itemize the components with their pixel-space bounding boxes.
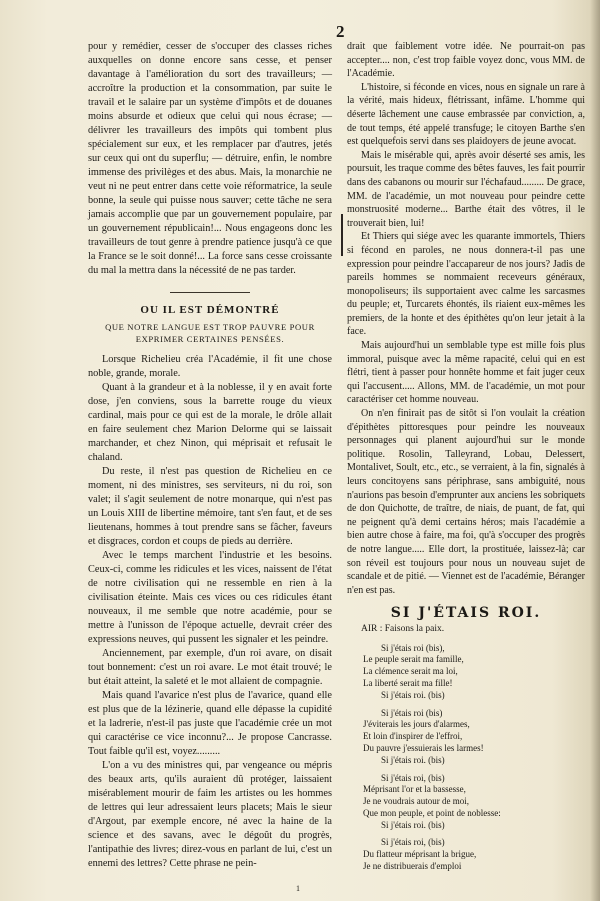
section-subtitle: QUE NOTRE LANGUE EST TROP PAUVRE POUR EXPRIMER CERTAINES PENSÉES. (105, 322, 315, 344)
page-edge (590, 0, 600, 901)
paragraph: Anciennement, par exemple, d'un roi avare, on disait tout bonnement: c'est un roi avare. Le mot était trouvé; le but était atteint, la saleté et le mot allaient de compagnie. (88, 648, 332, 687)
verse-line: Si j'étais roi. (bis) (381, 819, 445, 830)
song-stanza (347, 643, 585, 702)
verse-line: Si j'étais roi (bis), (381, 642, 445, 653)
paragraph: L'on a vu des ministres qui, par vengeance ou mépris des beaux arts, qu'ils auraient dû protéger, laissaient misérablement mourir de faim les artistes ou les hommes de lettres qui leur adressaient leurs placets; Mais le sieur d'Argout, par exemple encore, né avec la haine de la science et des savans, avec le dégoût du progrès, l'antipathie des livres; direz-vous en parlant de lui, c'est un ennemi des lettres? Cette phrase ne pein- (88, 760, 332, 869)
verse-line: Je ne distribuerais d'emploi (363, 861, 462, 872)
verse-line: La liberté serait ma fille! (363, 677, 453, 688)
paragraph: Lorsque Richelieu créa l'Académie, il fit une chose noble, grande, morale. (88, 354, 332, 379)
paragraph: Avec le temps marchent l'industrie et les besoins. Ceux-ci, comme les ridicules et les vices, naissent de l'état de notre civilisation qui ne ressemble en rien à la civilisation éteinte. Mais ces vices ou ces ridicules étant nouveaux, il me semble que notre académie, pour se mettre à l'unisson de l'époque actuelle, devrait créer des expressions neuves, qui pussent les signaler et les peindre. (88, 550, 332, 645)
verse-line: La clémence serait ma loi, (363, 666, 458, 677)
verse-line: Si j'étais roi, (bis) (381, 837, 445, 848)
paragraph: Du reste, il n'est pas question de Richelieu en ce moment, ni des ministres, ses serviteurs, ni du roi, son valet; il s'agit seulement de notre monarque, qui n'est pas un Louis XIII de libertine mémoire, tant s'en faut, et de ses lieutenans, hommes à tout prendre sans se fâcher, faveurs et disgraces, cordon et coups de pieds au derrière. (88, 466, 332, 547)
page-number: 2 (336, 22, 345, 41)
verse-line: Le peuple serait ma famille, (363, 654, 464, 665)
song-stanza (347, 837, 585, 872)
song-stanza (347, 708, 585, 767)
paragraph: Quant à la grandeur et à la noblesse, il y en avait forte dose, j'en conviens, sous la barrette rouge du vieux cardinal, mais pour ce qui est de la morale, le drôle allait en faire seulement chez Marion Delorme qui se laissait marchander, et chez Ninon, qui méprisait et refusait le chaland. (88, 382, 332, 463)
verse-line: Si j'étais roi (bis) (381, 707, 443, 718)
paragraph: L'histoire, si féconde en vices, nous en signale un rare à la vérité, mais hideux, flétrissant, infâme. L'homme qui déserte lâchement une cause embrassée par conviction, a, de tout temps, été appelé transfuge; le citoyen Barthe s'en est quelquefois servi dans ses plaidoyers de jeune avocat. (347, 81, 585, 148)
song-air: AIR : Faisons la paix. (361, 623, 445, 634)
verse-line: Je ne voudrais autour de moi, (363, 796, 469, 807)
verse-line: Du flatteur méprisant la brigue, (363, 849, 477, 860)
section-divider (170, 292, 250, 293)
section-title: OU IL EST DÉMONTRÉ (140, 304, 280, 316)
verse-line: Que mon peuple, et point de noblesse: (363, 807, 501, 818)
paragraph: pour y remédier, cesser de s'occuper des classes riches auxquelles on donne encore sans cesse, et penser davantage à l'amélioration du sort des travailleurs; — accroître la production et la consommation, par suite le travail et le salaire par un système d'impôts et de douanes moins absurde et odieux que celui qui nous écrase; — délivrer les travailleurs des impôts qui tombent plus spécialement sur eux, et les remplacer par d'autres, jetés sur ceux qui ont du superflu; — détruire, enfin, le nombre immense des privilèges et des abus. Mais, la monarchie ne veut ni ne peut entrer dans cette voie réformatrice, la seule bonne, la seule qui puisse nous sauver; cette tâche ne sera jamais accomplie que par un gouvernement populaire, par un gouvernement républicain!... Nous engageons donc les travailleurs de tout genre à prendre patience jusqu'à ce que la France se le soit donné!... La force sans cesse croissante du mal la mettra dans la nécessité de ne pas tarder. (88, 41, 332, 276)
paragraph: On n'en finirait pas de sitôt si l'on voulait la création d'épithètes pittoresques pour peindre les nouveaux personnages qui planent aujourd'hui sur le monde politique. Rosolin, Talleyrand, Lobau, Delessert, Montalivet, Soult, etc., etc., se verraient, à la fin, signalés à leurs concitoyens sans périphrase, sans ambiguité, nous n'aurions pas besoin d'emprunter aux anciens les sobriquets de don Quichotte, de traître, de niais, de puant, de fat, qui ne peignent qu'à demi certains héros; mais l'académie a bien autre chose à faire, ma foi, qu'à s'occuper des progrès de notre langue..... Elle dort, la prostituée, laissez-là; car son réveil est toujours pour nous un nouveau sujet de scandale et de pitié. — Viennet est de l'académie, Béranger n'en est pas. (347, 408, 585, 596)
right-column (347, 40, 585, 879)
verse-line: Méprisant l'or et la bassesse, (363, 784, 466, 795)
verse-line: Et loin d'inspirer de l'effroi, (363, 731, 463, 742)
paragraph: Et Thiers qui siége avec les quarante immortels, Thiers si fécond en paroles, ne nous donnera-t-il pas une expression pour peindre l'accapareur de nos jours? Jadis de pareils hommes se nommaient receveurs généraux, monopoliseurs; ils supportaient avec calme les sarcasmes du peuple; et, Turcarets éhontés, ils riaient eux-mêmes les premiers, de la honte et des épithètes qu'on leur jetait à la face. (347, 231, 585, 338)
verse-line: J'éviterais les jours d'alarmes, (363, 719, 470, 730)
paragraph: Mais quand l'avarice n'est plus de l'avarice, quand elle est plus que de la lézinerie, quand elle dépasse la cupidité et la ladrerie, n'est-il pas juste que l'académie crée un mot qui caractérise ce vice inconnu?... Je propose Cancrasse. Tout faible qu'il est, voyez......... (88, 690, 332, 757)
verse-line: Si j'étais roi, (bis) (381, 772, 445, 783)
signature-mark: 1 (296, 884, 300, 893)
paragraph: Mais aujourd'hui un semblable type est mille fois plus immoral, puisque avec la même rapacité, celui qui en est flétri, tient à passer pour honnête homme et fait juger ceux qui l'accusent..... Allons, MM. de l'académie, un mot pour caractériser cet homme nouveau. (347, 340, 585, 406)
column-margin-mark (341, 214, 343, 256)
verse-line: Si j'étais roi. (bis) (381, 689, 445, 700)
song-title: SI J'ÉTAIS ROI. (390, 605, 542, 622)
verse-line: Du pauvre j'essuierais les larmes! (363, 742, 484, 753)
verse-line: Si j'étais roi. (bis) (381, 754, 445, 765)
paragraph: Mais le misérable qui, après avoir déserté ses amis, les poursuit, les traque comme des bêtes fauves, les fait pourrir dans des cabanons ou mourir sur l'échafaud......... De grace, MM. de l'académie, un mot nouveau pour peindre cette monstruosité moderne... Barthe était des vôtres, il le trouverait bien, lui! (347, 149, 585, 229)
song-stanza (347, 773, 585, 832)
left-column (88, 40, 332, 871)
paragraph: drait que faiblement votre idée. Ne pourrait-on pas accepter.... non, c'est trop faible voyez donc, vous MM. de l'Académie. (347, 41, 585, 80)
